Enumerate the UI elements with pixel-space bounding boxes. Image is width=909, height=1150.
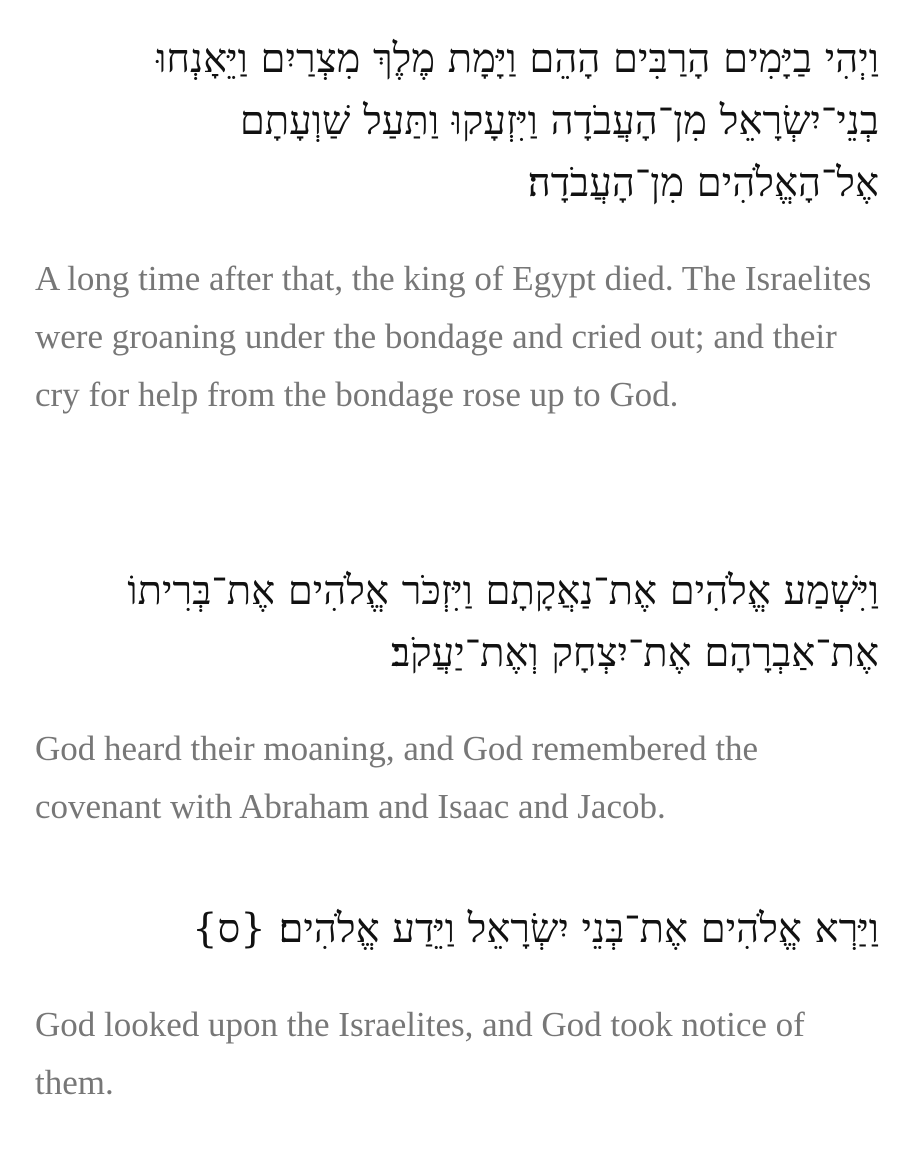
- hebrew-line: וַיַּרְא אֱלֹהִים אֶת־בְּנֵי יִשְׂרָאֵל וַיֵּדַע אֱלֹהִים׃ {ס}: [192, 906, 879, 952]
- english-translation: A long time after that, the king of Egypt died. The Israelites were groaning under the bondage and cried out; and their cry for help from the bondage rose up to God.: [35, 259, 872, 414]
- hebrew-line: אֶת־אַבְרָהָם אֶת־יִצְחָק וְאֶת־יַעֲקֹב׃: [390, 630, 879, 676]
- hebrew-line: וַיִּשְׁמַע אֱלֹהִים אֶת־נַאֲקָתָם וַיִּזְכֹּר אֱלֹהִים אֶת־בְּרִיתוֹ: [127, 568, 879, 614]
- verse-block: [0, 560, 909, 836]
- hebrew-line: אֶל־הָאֱלֹהִים מִן־הָעֲבֹדָה׃: [527, 160, 879, 206]
- hebrew-text: [0, 28, 909, 214]
- english-translation: God looked upon the Israelites, and God took notice of them.: [35, 1005, 805, 1102]
- hebrew-text: [0, 560, 909, 684]
- verse-block: [0, 28, 909, 424]
- hebrew-line: וַיְהִי בַיָּמִים הָרַבִּים הָהֵם וַיָּמָת מֶלֶךְ מִצְרַיִם וַיֵּאָנְחוּ: [156, 36, 879, 82]
- verse-block: [0, 898, 909, 1112]
- hebrew-line: בְנֵי־יִשְׂרָאֵל מִן־הָעֲבֹדָה וַיִּזְעָקוּ וַתַּעַל שַׁוְעָתָם: [239, 98, 879, 144]
- english-translation: God heard their moaning, and God remembered the covenant with Abraham and Isaac and Jacob.: [35, 729, 759, 826]
- hebrew-text: [0, 898, 909, 960]
